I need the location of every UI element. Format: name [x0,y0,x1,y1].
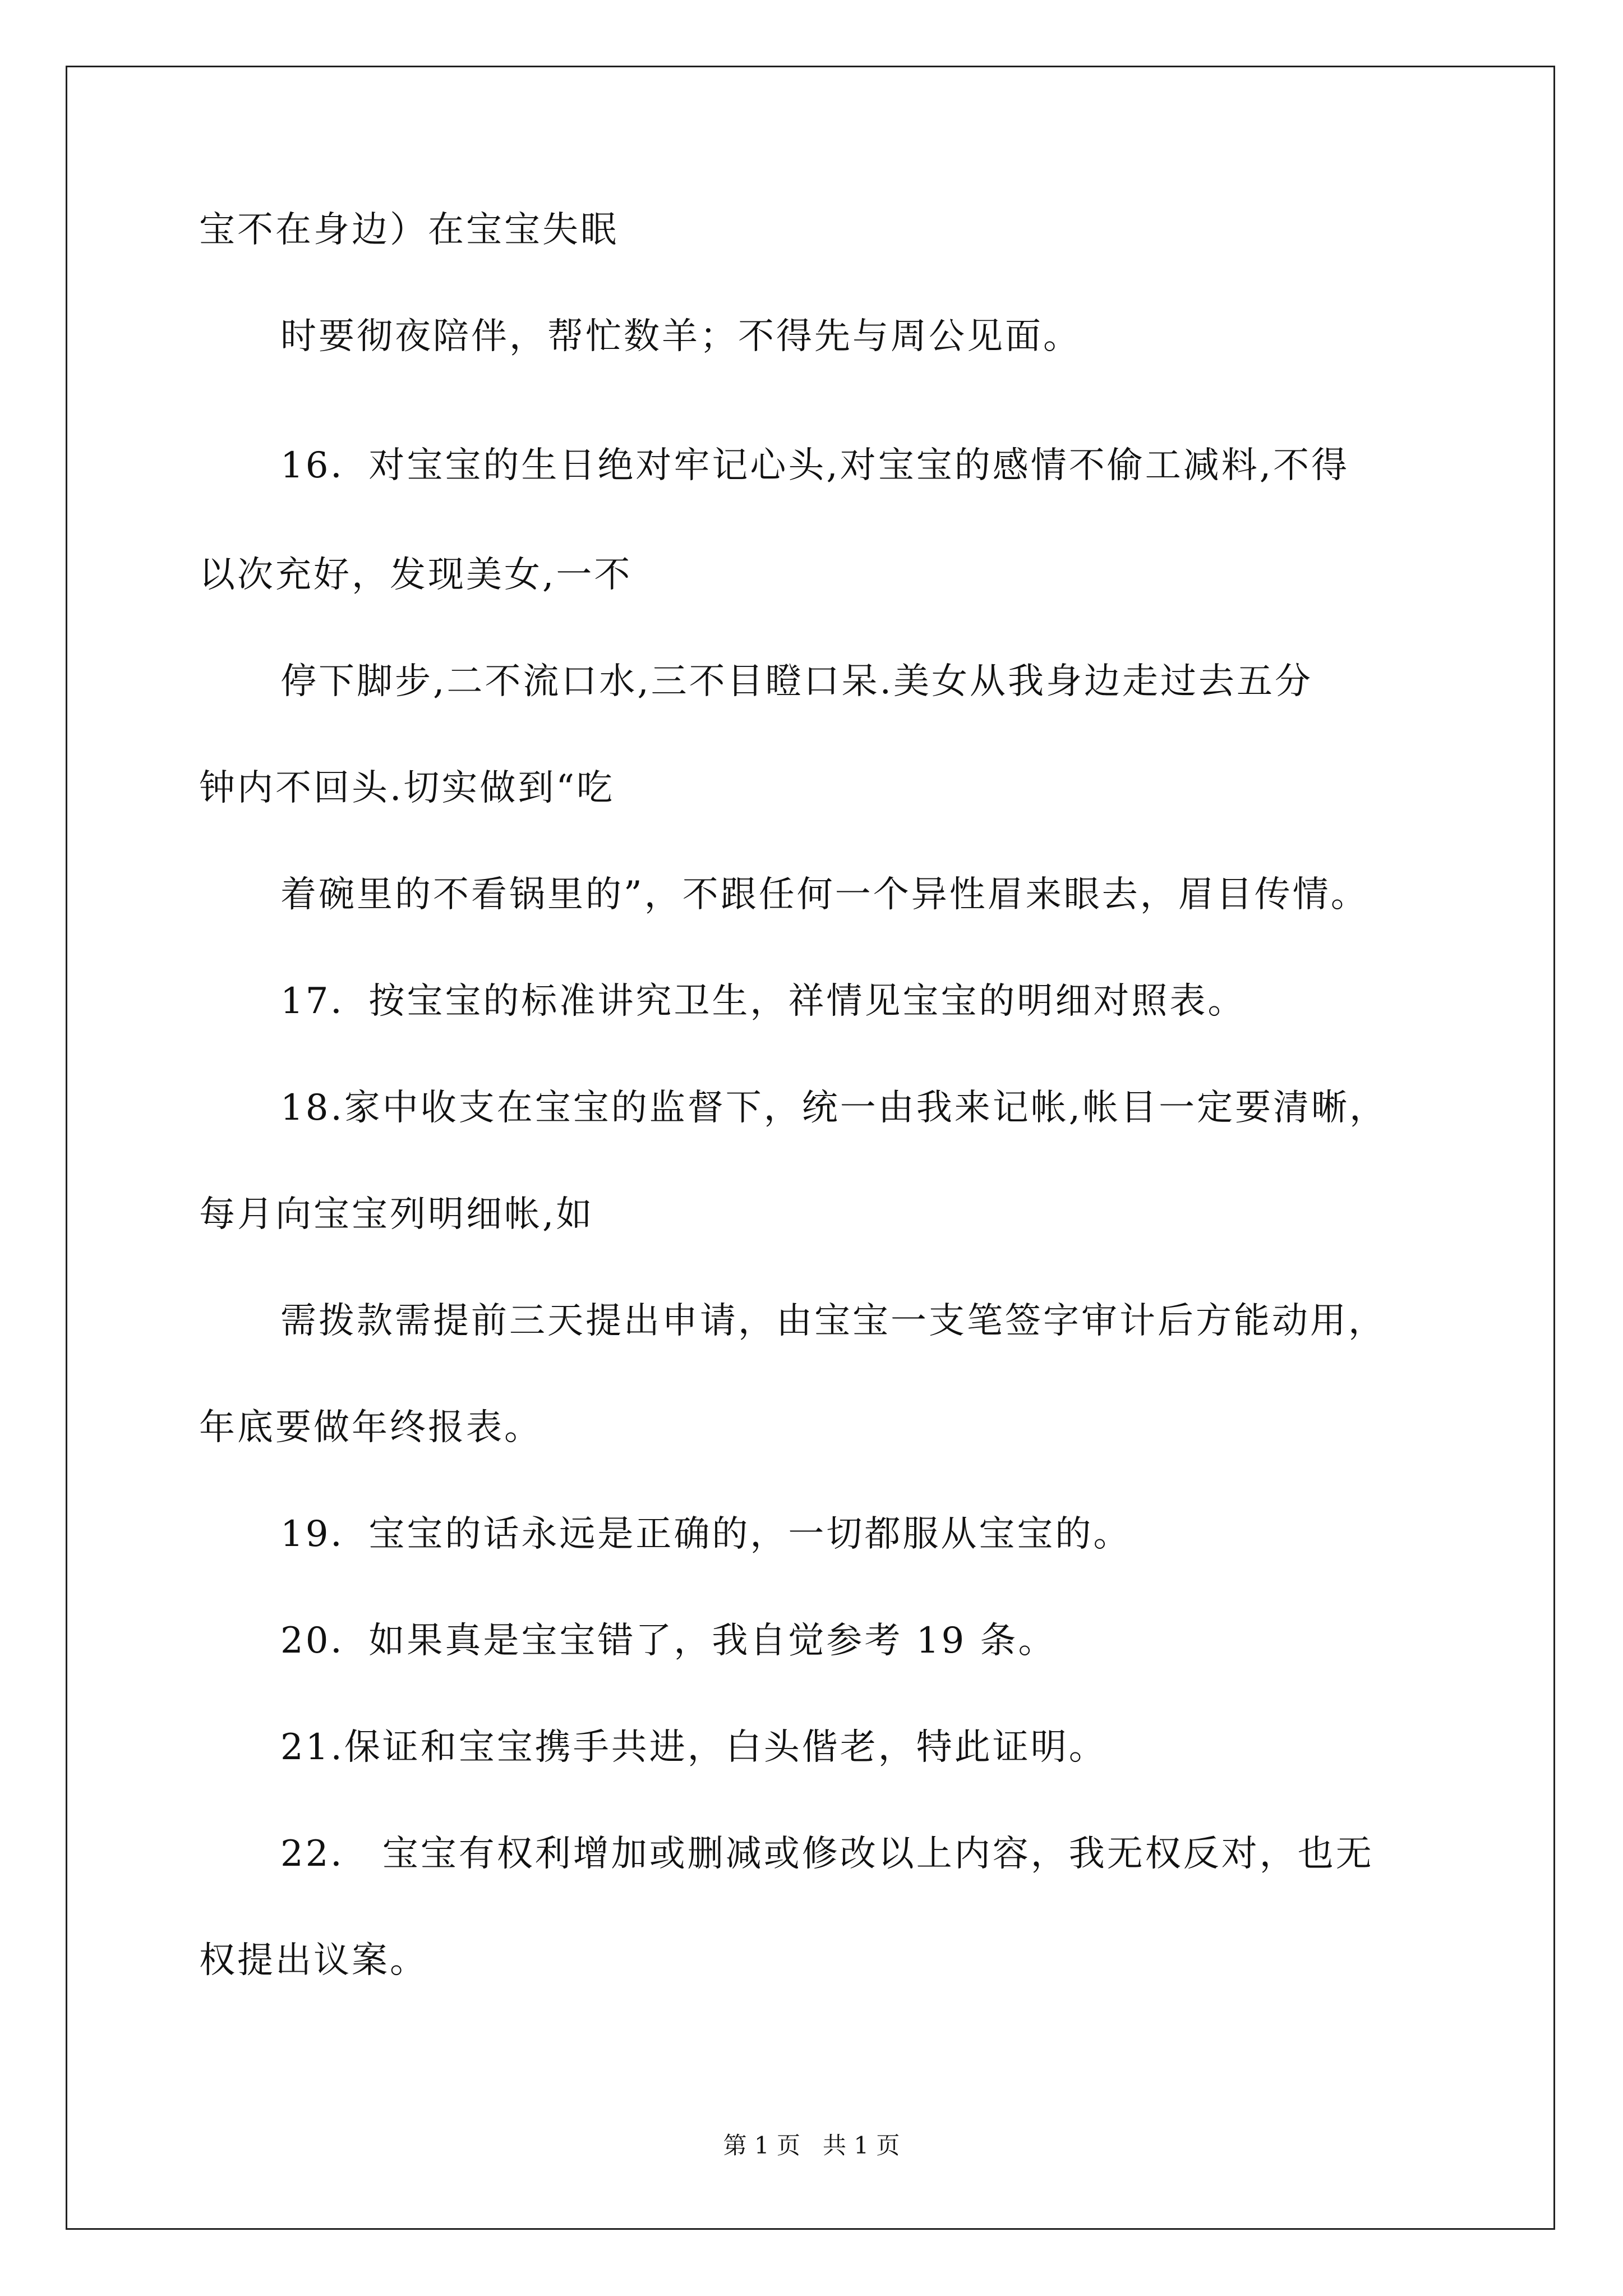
text-line: 停下脚步,二不流口水,三不目瞪口呆.美女从我身边走过去五分 [280,661,1313,702]
page-number: 第 1 页 [723,2132,800,2159]
text-line: 22． 宝宝有权利增加或删减或修改以上内容，我无权反对，也无 [280,1833,1374,1875]
text-line: 年底要做年终报表。 [199,1407,542,1448]
text-line: 权提出议案。 [199,1940,428,1981]
text-line: 钟内不回头.切实做到“吃 [199,767,615,809]
text-line: 17．按宝宝的标准讲究卫生，祥情见宝宝的明细对照表。 [280,981,1246,1022]
text-line: 时要彻夜陪伴，帮忙数羊；不得先与周公见面。 [280,316,1081,357]
text-line: 16．对宝宝的生日绝对牢记心头,对宝宝的感情不偷工减料,不得 [280,445,1350,486]
text-line: 以次充好，发现美女,一不 [199,554,633,596]
text-line: 21.保证和宝宝携手共进，白头偕老，特此证明。 [280,1727,1107,1768]
text-line: 19．宝宝的话永远是正确的，一切都服从宝宝的。 [280,1513,1132,1555]
page-border [66,66,1555,2230]
text-line: 每月向宝宝列明细帐,如 [199,1194,594,1235]
text-line: 宝不在身边）在宝宝失眠 [199,209,619,251]
text-line: 需拨款需提前三天提出申请，由宝宝一支笔签字审计后方能动用， [280,1300,1386,1342]
text-line: 20．如果真是宝宝错了，我自觉参考 19 条。 [280,1620,1057,1662]
page-footer [0,2132,1623,2160]
text-line: 着碗里的不看锅里的”，不跟任何一个异性眉来眼去，眉目传情。 [280,874,1369,915]
text-line: 18.家中收支在宝宝的监督下，统一由我来记帐,帐目一定要清晰， [280,1087,1388,1129]
page-total: 共 1 页 [823,2132,900,2159]
